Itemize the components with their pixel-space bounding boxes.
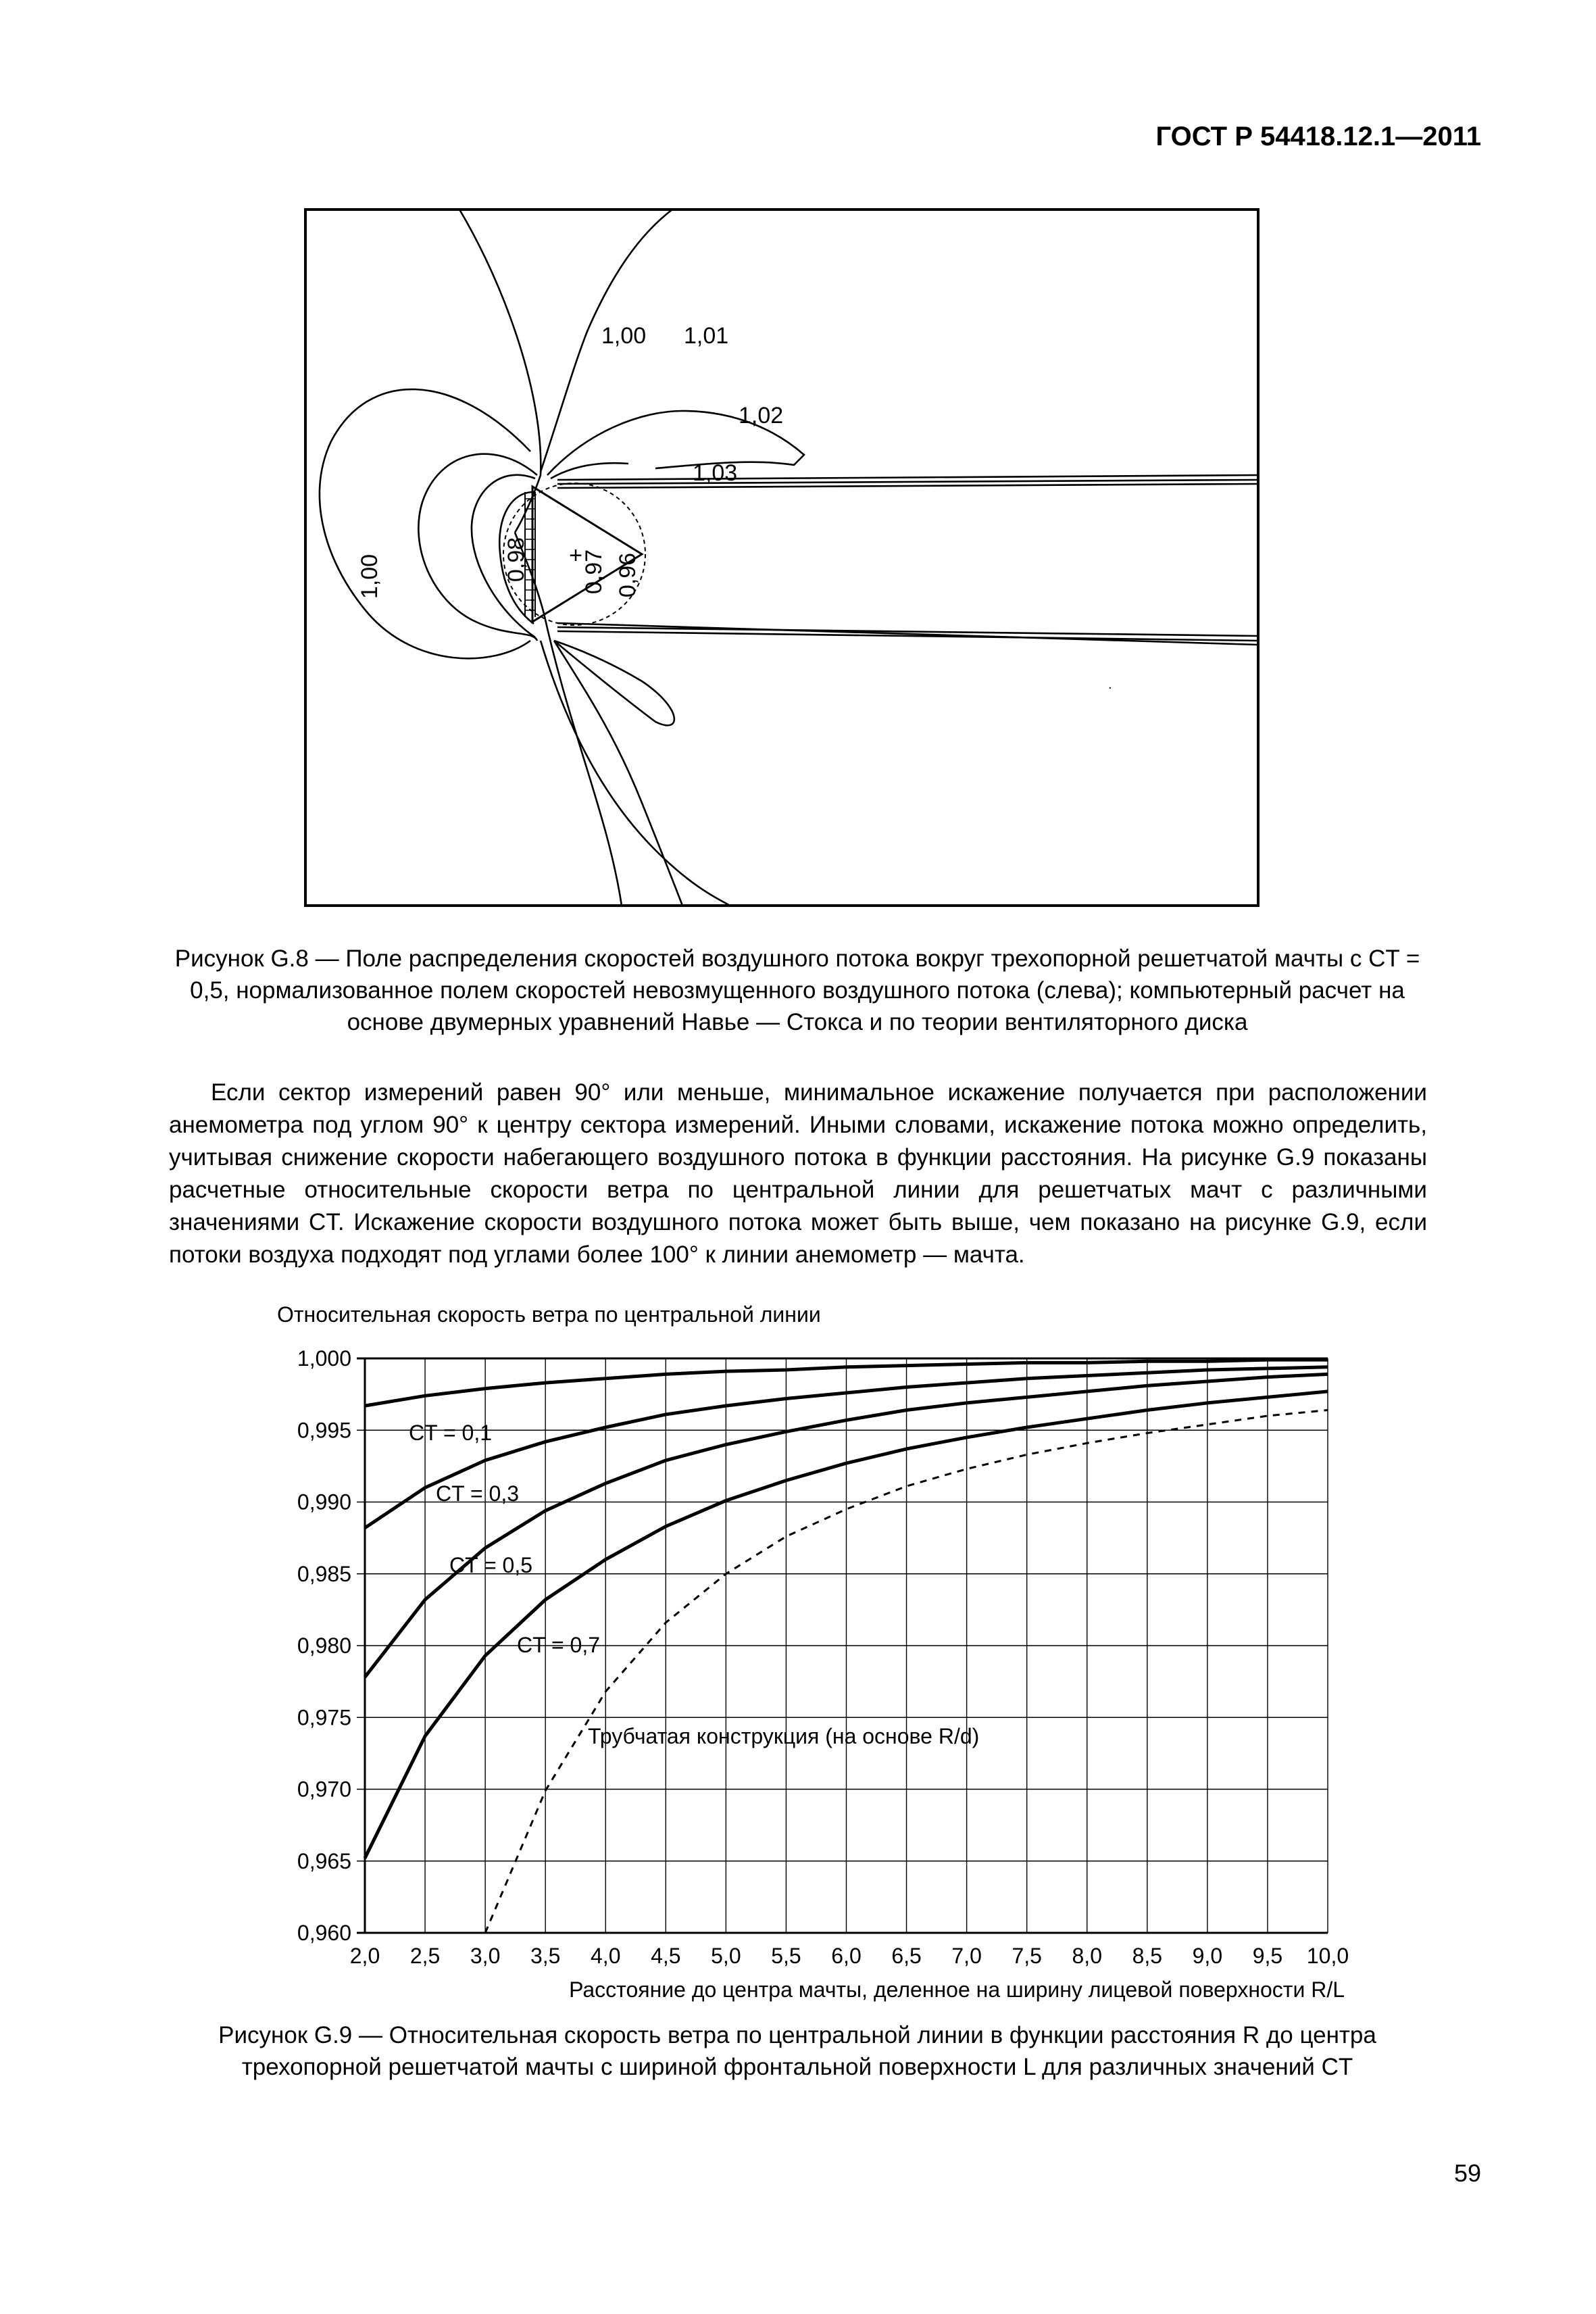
page-number: 59: [1453, 2159, 1481, 2187]
contour-label: 0,97: [581, 549, 607, 595]
series-label-ct01: CT = 0,1: [409, 1421, 493, 1445]
standard-header: ГОСТ Р 54418.12.1—2011: [1155, 122, 1481, 151]
x-tick-label: 8,0: [1072, 1944, 1102, 1968]
y-tick-label: 0,995: [297, 1418, 351, 1443]
x-tick-label: 2,0: [349, 1944, 380, 1968]
relative-wind-speed-chart: [264, 1298, 1385, 2014]
y-tick-label: 1,000: [297, 1346, 351, 1371]
x-tick-label: 7,5: [1012, 1944, 1042, 1968]
x-tick-label: 9,5: [1252, 1944, 1283, 1968]
x-tick-label: 4,5: [651, 1944, 681, 1968]
y-tick-label: 0,975: [297, 1705, 351, 1730]
x-tick-label: 5,0: [711, 1944, 741, 1968]
y-axis-label: Относительная скорость ветра по центральной линии: [277, 1302, 821, 1327]
x-tick-label: 7,0: [951, 1944, 982, 1968]
series-label-ct03: CT = 0,3: [436, 1481, 520, 1506]
contour-label: 1,03: [693, 460, 738, 486]
y-tick-label: 0,990: [297, 1490, 351, 1515]
contour-label: 1,02: [739, 403, 784, 428]
y-tick-label: 0,960: [297, 1921, 351, 1945]
x-tick-label: 6,0: [831, 1944, 862, 1968]
y-tick-label: 0,965: [297, 1848, 351, 1873]
center-mark: +: [569, 543, 582, 568]
x-tick-label: 6,5: [891, 1944, 922, 1968]
contour-label: 0,96: [615, 552, 641, 598]
flow-field-figure: [304, 208, 1260, 907]
contour-label: 1,00: [357, 553, 382, 599]
contour-label: 1,01: [684, 323, 729, 349]
figure-g9-caption: Рисунок G.9 — Относительная скорость ветра по центральной линии в функции расстояния R до центра трехопорной решетчатой мачты с шириной фронтальной поверхности L для различных значений CT: [218, 2022, 1376, 2080]
svg-text:.: .: [1108, 677, 1112, 692]
y-tick-label: 0,970: [297, 1777, 351, 1802]
x-tick-label: 3,5: [530, 1944, 561, 1968]
x-tick-label: 5,5: [771, 1944, 801, 1968]
x-tick-label: 2,5: [409, 1944, 441, 1968]
series-label-ct05: CT = 0,5: [449, 1553, 533, 1577]
x-tick-label: 10,0: [1306, 1944, 1349, 1968]
x-tick-label: 3,0: [470, 1944, 501, 1968]
series-label-ct07: CT = 0,7: [517, 1633, 601, 1657]
figure-frame: [305, 210, 1258, 906]
x-tick-label: 9,0: [1192, 1944, 1223, 1968]
contour-label: 0,98: [503, 537, 529, 583]
series-label-tube: Трубчатая конструкция (на основе R/d): [588, 1724, 980, 1748]
paragraph-text: Если сектор измерений равен 90° или меньше, минимальное искажение получается при расположении анемометра под углом 90° к центру сектора измерений. Иными словами, искажение потока можно определить, учитывая снижение скорости набегающего воздушного потока в функции расстояния. На рисунке G.9 показаны расчетные относительные скорости ветра по центральной линии для решетчатых мачт с различными значениями CT. Искажение скорости воздушного потока может быть выше, чем показано на рисунке G.9, если потоки воздуха подходят под углами более 100° к линии анемометр — мачта.: [169, 1079, 1427, 1268]
x-axis-label: Расстояние до центра мачты, деленное на ширину лицевой поверхности R/L: [569, 1977, 1345, 2002]
y-tick-label: 0,985: [297, 1561, 351, 1586]
contour-label: 1,00: [601, 323, 647, 349]
x-tick-label: 8,5: [1132, 1944, 1163, 1968]
figure-g8-caption: Рисунок G.8 — Поле распределения скоростей воздушного потока вокруг трехопорной решетчатой мачты с CT = 0,5, нормализованное полем скоростей невозмущенного воздушного потока (слева); компьютерный расчет на основе двумерных уравнений Навье — Стокса и по теории вентиляторного диска: [174, 945, 1420, 1035]
x-tick-label: 4,0: [591, 1944, 621, 1968]
y-tick-label: 0,980: [297, 1633, 351, 1658]
body-paragraph: [169, 1077, 1427, 1271]
